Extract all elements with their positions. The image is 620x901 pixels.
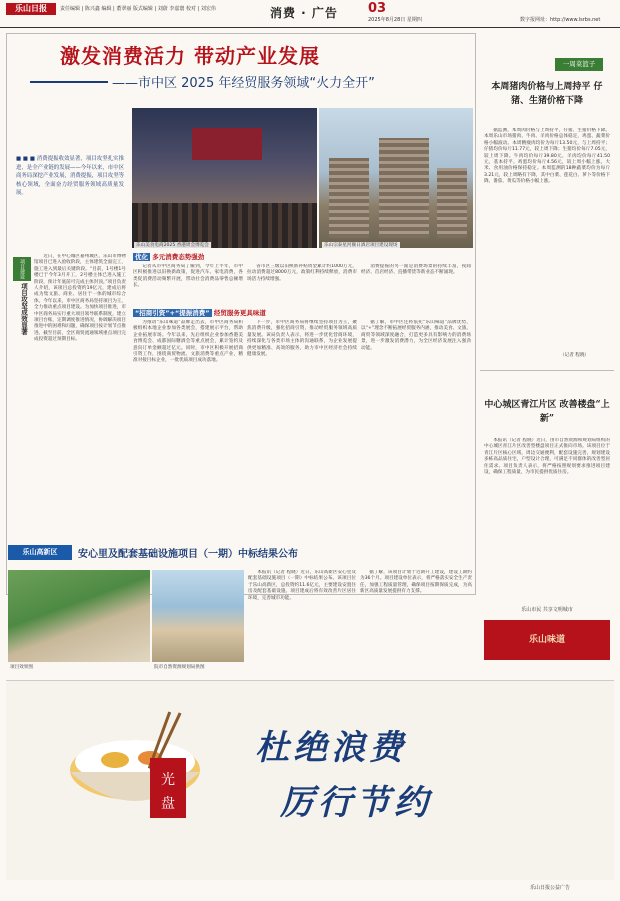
subhead <box>133 308 266 317</box>
article-column: 据了解，市中区还将依托“乐山味道”品牌优势，以“+”理念不断拓展经贸服务内涵，推动美食、文旅、商贸等领域深度融合，打造更多具有影响力的消费场景，进一步激发消费潜力，为全区经济发展注入强劲动能。 <box>361 320 471 351</box>
editor-credits: 责任编辑 | 陈兴鑫 编辑 | 董翠丽 版式编辑 | 刘蔚 李嘉寰 校对 | 刘宏伟 <box>60 6 216 12</box>
article-column: 下一步，市中区商务局将继续坚持项目为王，聚焦消费升级，强化招商引资，推动经贸服务领域高质量发展。该局负责人表示，将进一步优化营商环境，持续深化与各类市场主体的沟通联系，为企业发展提供更加精准、高效的服务，助力市中区经济社会持续健康发展。 <box>247 320 357 358</box>
subhead-text: 经贸服务更具味道 <box>213 309 266 317</box>
subhead-tag: 优化 <box>135 253 148 261</box>
headline-rule <box>30 81 108 83</box>
section-title: 消费 · 广告 <box>270 6 338 20</box>
article-column: 近日，在中心城区嘉州城区，乐山市博物馆项目已进入验收阶段，主体建筑全面完工，施工进入到最后关键阶段。“目前，1号楼1号楼已于今年3月开工，2号楼主体已进入施工阶段，预计年底前可完成主体封顶。”项目负责人介绍，该项目总投资约19亿元，建成后将成为集文旅、商业、居住于一体的城市综合体。今年以来，市中区商务局坚持项目为王，全力推动重点项目建设。为加快项目推进，市中区商务局实行重大项目领导联系制度，建立项目台账，定期调度推进情况，协调解决项目推进中的困难和问题，确保项目按计划节点推进。截至目前，全区商贸流通领域重点项目完成投资超过预期目标。 <box>34 254 126 343</box>
subhead-tag: “招商引资”+“提振消费” <box>135 309 210 317</box>
building <box>329 158 369 238</box>
feature-intro: ■ ■ ■ 消费提振收效显著，项目攻坚扎实推进，是全产业链的发展——今年以来，市中区商务局深挖产业发展，消费提振，项目攻坚等核心领域，全面奋力经贸服务领域高质量发展。 <box>16 156 124 197</box>
psa-credit: 乐山日报公益广告 <box>530 885 571 891</box>
ad-tagline: 乐山市民 共享文明城市 <box>521 607 573 613</box>
article-body: 据监测，本周肉价格与上周持平，仔猪、生猪价格下降。本周乐山市场猪肉、牛肉、羊肉价格总体稳定，鸡蛋、蔬菜价格小幅波动。本周精瘦肉均价为每斤13.50元，与上周持平；仔猪均价每斤11.77元，较上周下降；生猪均价每斤7.05元，较上周下降。牛肉均价每斤39.80元，羊肉均价每斤41.50元，基本持平。鸡蛋均价每斤4.56元，较上周小幅上涨。大米、食用油价格保持稳定。本周监测的18种蔬菜均价为每斤3.21元，较上周略有下降，其中白菜、莲花白、萝卜等价格下降，番茄、黄瓜等价格小幅上涨。 <box>484 128 610 185</box>
column-tag: 一周菜篮子 <box>555 58 603 71</box>
bottom-headline: 安心里及配套基础设施项目（一期）中标结果公布 <box>78 549 298 560</box>
photo-caption: 院市自然资源规划局供图 <box>154 665 205 670</box>
rendering-photo <box>8 570 150 662</box>
psa-slogan-1: 杜绝浪费 <box>255 728 407 768</box>
article-body: 本报讯（记者 程晓）近日，由市自然资源和规划局组织的中心城区青江片区改善型楼盘项目正式推向市场。该项目位于青江片区核心区域，周边交通便利，配套设施完善，规划建设多栋高品质住宅，户型设计合理，可满足不同群体的改善型居住需求。项目负责人表示，将严格按照规划要求推进项目建设，确保工程质量，为市民提供优质住房。 <box>484 438 610 476</box>
expo-photo <box>132 108 317 248</box>
label-char-2: 盘 <box>161 796 175 812</box>
article-column: 消费提振的另一面是消费场景的持续丰富，夜间经济、首店经济、直播带货等新业态不断涌现。 <box>361 264 471 276</box>
article-column: 据了解，该项目计划于近期开工建设，建设工期约为36个月。项目建设单位表示，将严格落实安全生产责任，加强工程质量管理，确保项目按期保质完成，为高新区高质量发展提供有力支撑。 <box>360 570 472 595</box>
article-signature: （记者 程晓） <box>560 353 590 358</box>
construction-photo <box>319 108 473 248</box>
page-number: 03 <box>368 1 387 16</box>
building <box>437 168 467 238</box>
article-column: 记者从市中区商务局了解到，今年上半年，市中区积极推进以旧换新政策，促进汽车、家电消费，各类促消费活动频繁开展，带动社会消费品零售总额增长。 <box>133 264 243 289</box>
article-column: 为推动“乐山味道”品牌走出去，市中区商务局积极组织本地企业参加各类展会，搭建展示平台，帮助企业拓展市场。今年以来，先后组织企业参加香港美食博览会、成都国际糖酒会等重点展会，累计签约及意向订单金额超过亿元。同时，市中区积极开展招商引资工作，围绕商贸物流、文旅消费等重点产业，精准对接目标企业，一批优质项目成功落地。 <box>133 320 243 364</box>
feature-subheadline: ——市中区 2025 年经贸服务领域“火力全开” <box>112 76 375 91</box>
photo-caption: 乐山宗泰星河颐日酒店项目建设现场 <box>324 243 398 248</box>
subhead-text: 多元消费态势强劲 <box>152 253 205 261</box>
stage-screen <box>192 128 262 160</box>
article-column: 省市区三级以旧换新补贴资金累计约1000万元，拉动消费超过8000万元，政策红利持续释放，消费市场活力持续增强。 <box>247 264 357 282</box>
clean-plate-label <box>150 758 186 818</box>
issue-date: 2025年8月28日 星期四 <box>368 17 422 23</box>
site-photo <box>152 570 244 662</box>
article-headline: 本周猪肉价格与上周持平 仔猪、生猪价格下降 <box>491 82 603 106</box>
site-url[interactable]: 数字报网址：http://www.lsrbs.net <box>520 17 601 23</box>
newspaper-logo: 乐山日报 <box>6 3 56 15</box>
article-headline: 中心城区青江片区 改善楼盘“上新” <box>484 400 610 424</box>
building <box>379 138 429 238</box>
feature-headline: 激发消费活力 带动产业发展 <box>60 44 320 68</box>
article-column: 本报讯（记者 程晓）近日，乐山高新区安心里及配套基础设施项目（一期）中标结果公布。该项目位于乐山高新区，总投资约11.6亿元，主要建设安置住房及配套基础设施。项目建成后将有效改善片区居住环境，完善城市功能。 <box>248 570 356 601</box>
psa-slogan-2: 厉行节约 <box>280 783 432 823</box>
photo-caption: 项目效果图 <box>10 665 33 670</box>
rice-bowl-icon <box>60 700 210 840</box>
label-char-1: 光 <box>161 772 175 788</box>
hi-tech-zone-logo: 乐山高新区 <box>8 545 72 560</box>
side-headline: 项目攻坚成效显著 <box>20 283 28 335</box>
photo-caption: 乐山美食电商2025 香港周会博览会 <box>136 243 209 248</box>
side-tag: 项目建设 <box>13 257 31 281</box>
ad-banner: 乐山味道 <box>484 620 610 660</box>
subhead <box>133 252 204 261</box>
divider <box>480 370 614 371</box>
